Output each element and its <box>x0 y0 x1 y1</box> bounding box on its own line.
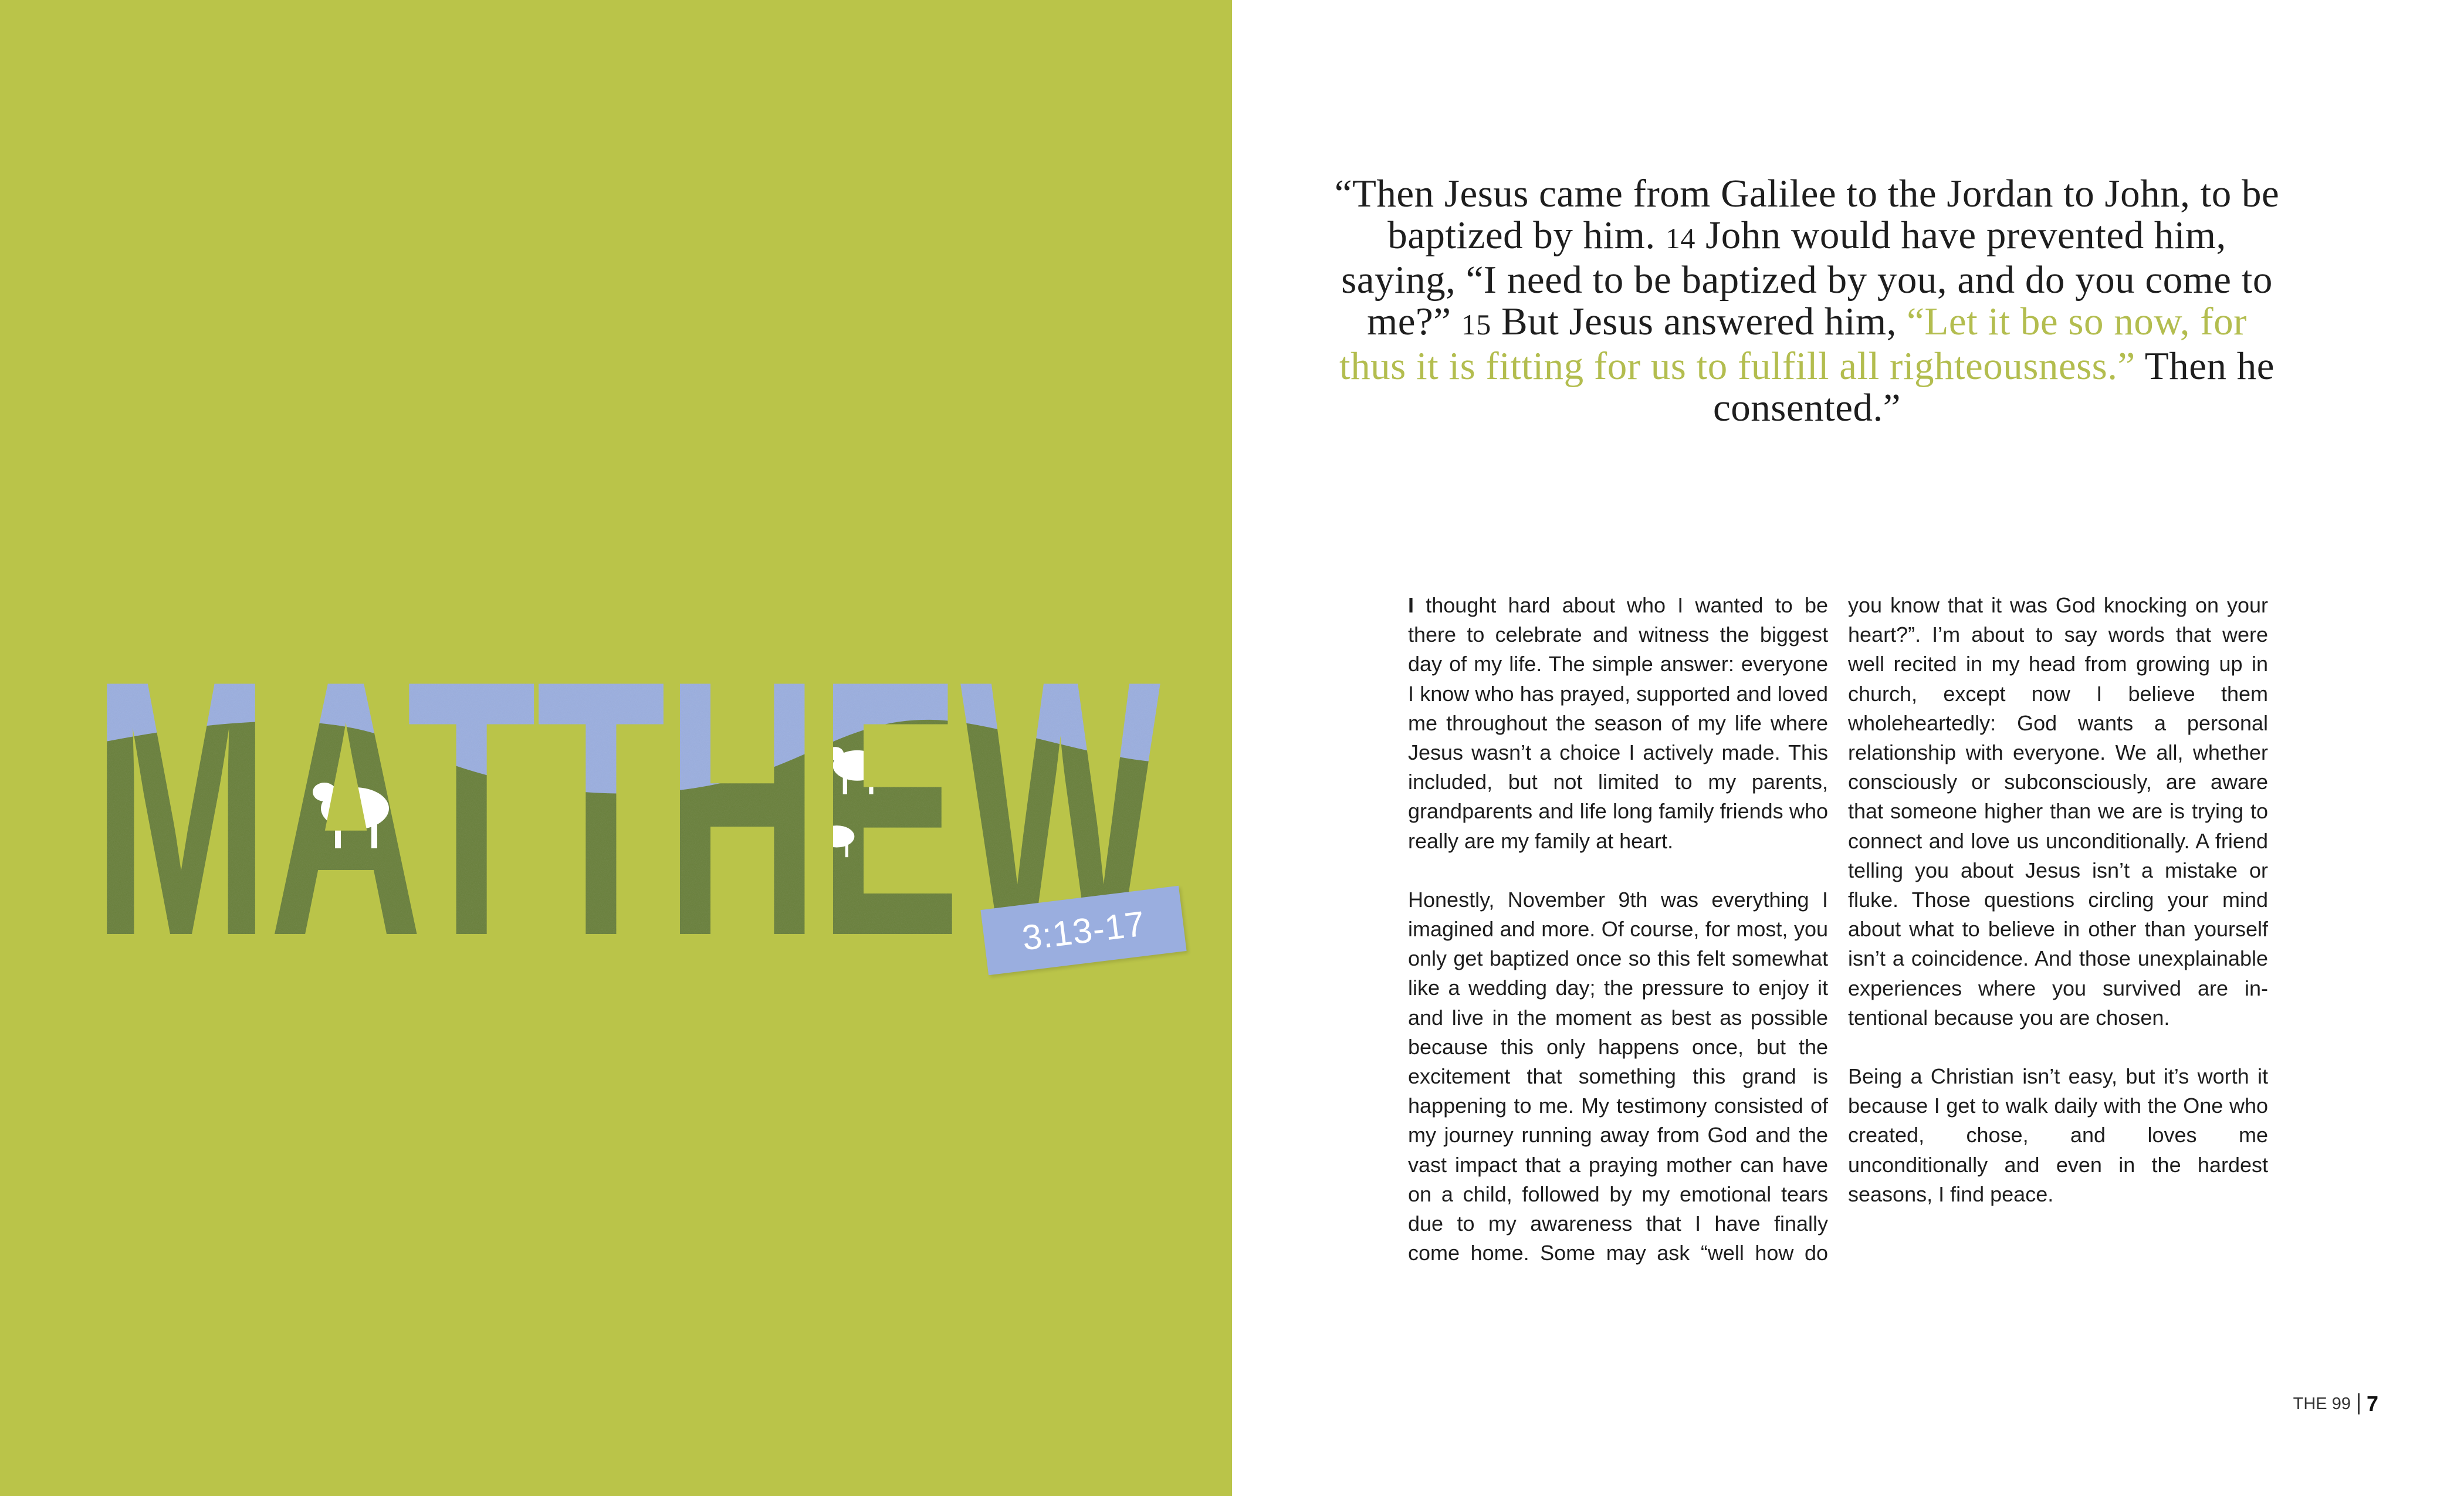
drop-letter: I <box>1408 593 1414 617</box>
quote-part-3: But Jesus answered him, <box>1501 300 1897 343</box>
article-paragraph-1 <box>1408 591 1828 856</box>
folio-divider <box>2358 1393 2360 1414</box>
page-number: 7 <box>2366 1392 2378 1416</box>
verse-number-14: 14 <box>1665 222 1695 255</box>
quote-closing: Then he consented.” <box>1713 344 2275 429</box>
paragraph-1-text: thought hard about who I wanted to be there to celebrate and witness the biggest day of my life. The simple answer: everyone I know who has prayed, supported and loved me throughout the season of my life where Jesus wasn’t a choice I actively made. This included, but not limited to my parents, grandparents and life long family friends who really are my family at heart. <box>1408 593 1828 853</box>
quote-opening: “Then Jesus came from Galilee to the Jordan to John, to be baptized by him. <box>1334 172 2280 257</box>
verse-number-15: 15 <box>1461 308 1491 341</box>
quote-part-2: John would have prevented him, saying, “I need to be baptized by you, and do you come to me?” <box>1341 214 2273 343</box>
scripture-reference: 3:13-17 <box>1020 903 1148 958</box>
article-column-1 <box>1408 591 1828 1297</box>
publication-name: THE 99 <box>2293 1394 2351 1413</box>
jesus-words-highlight: “Let it be so now, for thus it is fitting for us to fulfill all righteousness.” <box>1339 300 2247 388</box>
article-column-2 <box>1848 591 2268 1238</box>
article-paragraph-3: Being a Christian isn’t easy, but it’s worth it because I get to walk daily with the One who created, chose, and loves me unconditionally and even in the hardest seasons, I find peace. <box>1848 1064 2268 1206</box>
article-paragraph-2-continued: you know that it was God knocking on your heart?”. I’m about to say words that were well recited in my head from growing up in church, except now I believe them wholeheartedly: God wants a personal relationship with everyone. We all, whether consciously or subconsciously, are aware that someone higher than we are is trying to connect and love us unconditionally. A friend telling you about Jesus isn’t a mistake or fluke. Those questions circling your mind about what to believe in other than yourself isn’t a coincidence. And those unexplainable experiences where you survived are intentional because you are chosen. <box>1848 593 2268 1030</box>
page-folio <box>2293 1392 2378 1416</box>
scripture-quote <box>1332 173 2282 429</box>
article-paragraph-2: Honestly, November 9th was everything I imagined and more. Of course, for most, you only get baptized once so this felt somewhat like a wedding day; the pressure to enjoy it and live in the moment as best as possible because this only happens once, but the excitement that something this grand is happening to me. My testimony consisted of my journey running away from God and the vast impact that a praying mother can have on a child, followed by my emotional tears due to my awareness that I have finally come home. Some may ask “well how do <box>1408 887 1828 1265</box>
